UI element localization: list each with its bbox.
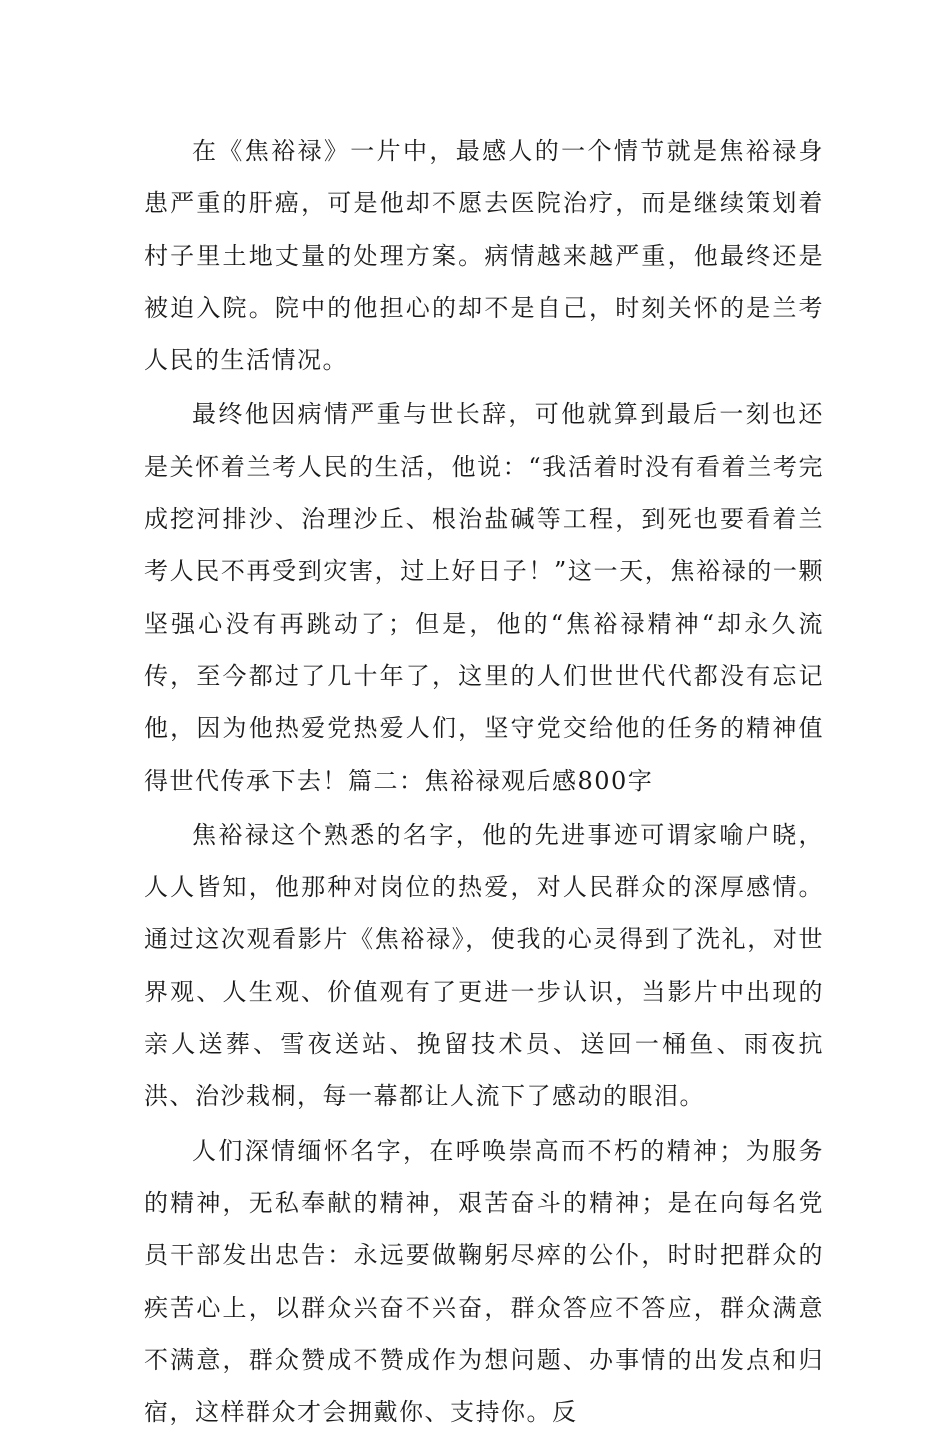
paragraph-3: 焦裕禄这个熟悉的名字，他的先进事迹可谓家喻户晓，人人皆知，他那种对岗位的热爱，对人民群众的深厚感情。通过这次观看影片《焦裕禄》，使我的心灵得到了洗礼，对世界观、人生观、价值观有了更进一步认识，当影片中出现的亲人送葬、雪夜送站、挽留技术员、送回一桶鱼、雨夜抗洪、治沙栽桐，每一幕都让人流下了感动的眼泪。 <box>144 820 824 1111</box>
paragraph-4: 人们深情缅怀名字，在呼唤崇高而不朽的精神；为服务的精神，无私奉献的精神，艰苦奋斗的精神；是在向每名党员干部发出忠告：永远要做鞠躬尽瘁的公仆，时时把群众的疾苦心上，以群众兴奋不兴奋，群众答应不答应，群众满意不满意，群众赞成不赞成作为想问题、办事情的出发点和归宿，这样群众才会拥戴你、支持你。反 <box>144 1136 824 1427</box>
paragraph-1: 在《焦裕禄》一片中，最感人的一个情节就是焦裕禄身患严重的肝癌，可是他却不愿去医院治疗，而是继续策划着村子里土地丈量的处理方案。病情越来越严重，他最终还是被迫入院。院中的他担心的却不是自己，时刻关怀的是兰考人民的生活情况。 <box>144 137 824 375</box>
paragraph-2: 最终他因病情严重与世长辞，可他就算到最后一刻也还是关怀着兰考人民的生活，他说：“我活着时没有看着兰考完成挖河排沙、治理沙丘、根治盐碱等工程，到死也要看着兰考人民不再受到灾害，过上好日子！”这一天，焦裕禄的一颗坚强心没有再跳动了；但是，他的“焦裕禄精神“却永久流传，至今都过了几十年了，这里的人们世世代代都没有忘记他，因为他热爱党热爱人们，坚守党交给他的任务的精神值得世代传承下去！篇二：焦裕禄观后感800字 <box>144 400 824 795</box>
document-body <box>144 125 824 1440</box>
